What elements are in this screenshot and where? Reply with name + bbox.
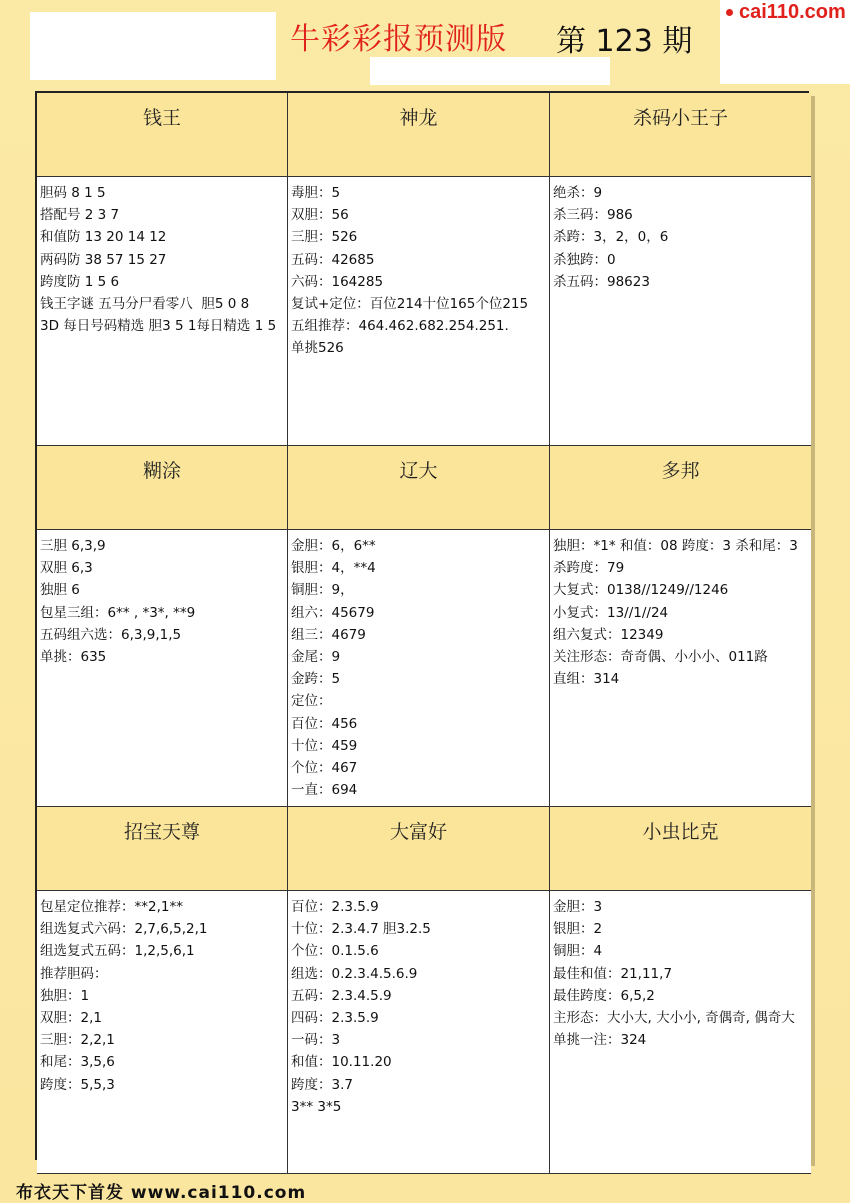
blank-panel-right: [720, 24, 850, 84]
list-item: 组选复式五码：1,2,5,6,1: [40, 943, 195, 960]
list-item: 金胆：3: [553, 899, 603, 915]
list-item: 直组：314: [553, 671, 620, 688]
issue-number: 第 123 期: [556, 24, 693, 59]
list-item: 单挑一注：324: [553, 1032, 647, 1049]
section-header-shenlong: 神龙: [288, 93, 550, 177]
list-item: 3** 3*5: [291, 1098, 342, 1115]
section-header-qianwang: 钱王: [37, 93, 288, 177]
section-body-zhaobaotianzun: [37, 891, 288, 1174]
section-header-shamaxiaowangzi: 杀码小王子: [550, 93, 811, 177]
section-header-hutu: 糊涂: [37, 446, 288, 530]
list-item: 铜胆：4: [553, 943, 603, 960]
list-item: 包星定位推荐：**2,1**: [40, 899, 183, 915]
section-body-hutu: [37, 530, 288, 807]
list-item: 杀跨：3，2，0，6: [553, 229, 669, 246]
list-item: 跨度防 1 5 6: [40, 273, 120, 290]
section-header-dafuhao: 大富好: [288, 807, 550, 891]
list-item: 组三：4679: [291, 626, 366, 643]
list-item: 两码防 38 57 15 27: [40, 251, 167, 268]
section-header-liaoda: 辽大: [288, 446, 550, 530]
list-item: 三胆：526: [291, 229, 358, 246]
list-item: 银胆：2: [553, 921, 603, 938]
list-item: 十位：459: [291, 737, 358, 754]
page-title: 牛彩彩报预测版: [290, 22, 507, 57]
list-item: 和值防 13 20 14 12: [40, 229, 167, 246]
list-item: 五组推荐：464.462.682.254.251.: [291, 318, 509, 335]
section-header-zhaobaotianzun: 招宝天尊: [37, 807, 288, 891]
list-item: 单挑：635: [40, 649, 107, 666]
section-header-duobang: 多邦: [550, 446, 811, 530]
blank-panel-left: [30, 12, 276, 80]
section-header-xiaochongbike: 小虫比克: [550, 807, 811, 891]
list-item: 组选复式六码：2,7,6,5,2,1: [40, 921, 208, 938]
prediction-table: [35, 91, 809, 1160]
list-item: 最佳和值：21,11,7: [553, 965, 673, 982]
list-item: 铜胆：9，: [291, 582, 354, 599]
list-item: 毒胆：5: [291, 185, 341, 201]
list-item: 关注形态：奇奇偶、小小小、011路: [553, 649, 768, 666]
list-item: 独胆：*1* 和值：08 跨度：3 杀和尾：3 杀跨度：79: [553, 538, 803, 577]
list-item: 跨度：5,5,3: [40, 1076, 115, 1093]
list-item: 组六：45679: [291, 604, 375, 621]
list-item: 绝杀：9: [553, 185, 603, 201]
list-item: 大复式：0138//1249//1246: [553, 582, 729, 599]
list-item: 个位：467: [291, 760, 358, 777]
list-item: 金尾：9: [291, 649, 341, 666]
list-item: 独胆：1: [40, 987, 90, 1004]
list-item: 六码：164285: [291, 273, 384, 290]
site-tag[interactable]: [720, 0, 850, 26]
list-item: 独胆 6: [40, 582, 80, 599]
list-item: 搭配号 2 3 7: [40, 207, 120, 224]
list-item: 杀独跨：0: [553, 251, 616, 268]
list-item: 钱王字谜 五马分尸看零八 胆5 0 8: [40, 296, 250, 313]
list-item: 双胆：56: [291, 207, 349, 224]
section-body-liaoda: [288, 530, 550, 807]
list-item: 复试+定位：百位214十位165个位215: [291, 296, 529, 313]
list-item: 银胆：4，**4: [291, 560, 376, 577]
section-body-duobang: [550, 530, 811, 807]
list-item: 三胆：2,2,1: [40, 1032, 115, 1049]
list-item: 一码：3: [291, 1032, 341, 1049]
site-link[interactable]: cai110.com: [739, 1, 846, 23]
list-item: 和值：10.11.20: [291, 1054, 392, 1071]
list-item: 双胆：2,1: [40, 1010, 102, 1027]
section-body-shenlong: [288, 177, 550, 446]
list-item: 五码：42685: [291, 251, 375, 268]
list-item: 三胆 6,3,9: [40, 538, 106, 554]
list-item: 金胆：6，6**: [291, 538, 376, 554]
list-item: 杀三码：986: [553, 207, 633, 224]
list-item: 十位：2.3.4.7 胆3.2.5: [291, 921, 431, 938]
list-item: 杀五码：98623: [553, 273, 650, 290]
list-item: 跨度：3.7: [291, 1076, 353, 1093]
section-body-shamaxiaowangzi: [550, 177, 811, 446]
list-item: 推荐胆码：: [40, 965, 108, 982]
list-item: 百位：2.3.5.9: [291, 899, 379, 915]
list-item: 定位：: [291, 693, 332, 710]
blank-panel-center: [370, 57, 610, 85]
list-item: 五码：2.3.4.5.9: [291, 987, 392, 1004]
list-item: 金跨：5: [291, 671, 341, 688]
list-item: 小复式：13//1//24: [553, 604, 669, 621]
section-body-qianwang: [37, 177, 288, 446]
list-item: 组选：0.2.3.4.5.6.9: [291, 965, 418, 982]
list-item: 百位：456: [291, 715, 358, 732]
list-item: 个位：0.1.5.6: [291, 943, 379, 960]
list-item: 组六复式：12349: [553, 626, 664, 643]
list-item: 3D 每日号码精选 胆3 5 1每日精选 1 5: [40, 318, 277, 335]
list-item: 最佳跨度：6,5,2: [553, 987, 655, 1004]
list-item: 五码组六选：6,3,9,1,5: [40, 626, 182, 643]
footer-credit: 布衣天下首发 www.cai110.com: [16, 1183, 307, 1203]
list-item: 包星三组：6** , *3*, **9: [40, 604, 196, 621]
list-item: 双胆 6,3: [40, 560, 93, 577]
list-item: 一直：694: [291, 782, 358, 799]
section-body-xiaochongbike: [550, 891, 811, 1174]
list-item: 四码：2.3.5.9: [291, 1010, 379, 1027]
list-item: 和尾：3,5,6: [40, 1054, 115, 1071]
list-item: 单挑526: [291, 340, 344, 357]
dot-icon: [726, 9, 733, 16]
section-body-dafuhao: [288, 891, 550, 1174]
list-item: 主形态：大小大, 大小小, 奇偶奇, 偶奇大: [553, 1010, 795, 1027]
list-item: 胆码 8 1 5: [40, 185, 106, 201]
